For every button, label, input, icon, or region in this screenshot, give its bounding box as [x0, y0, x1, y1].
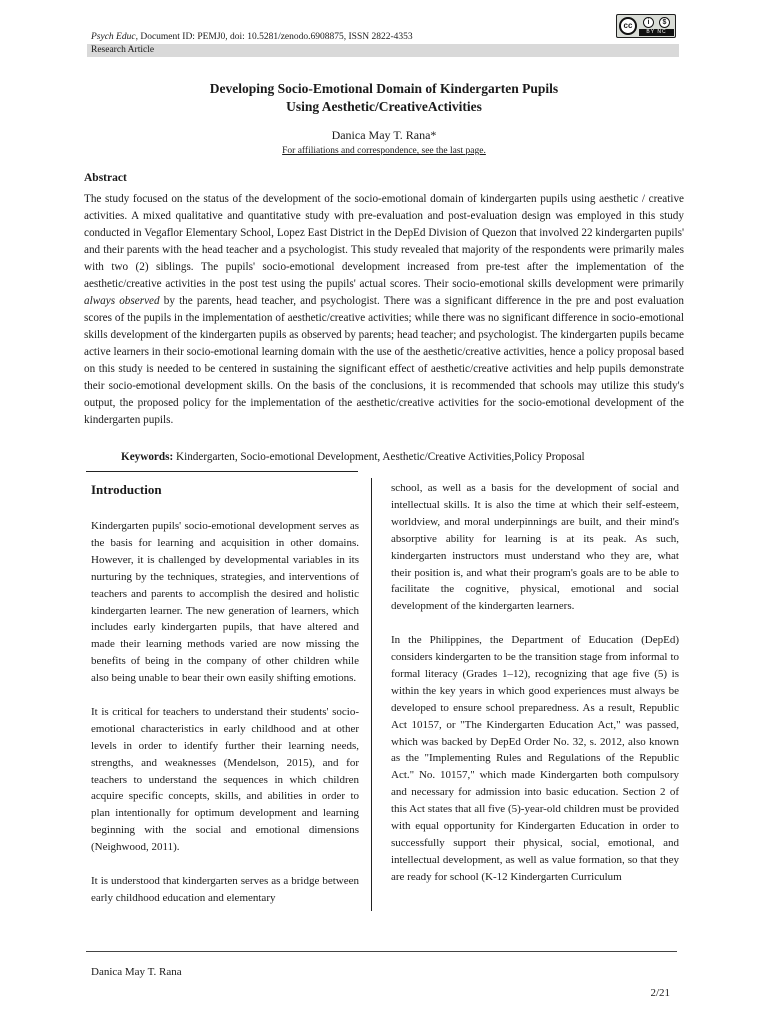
abstract-text-1: The study focused on the status of the development of the socio-emotional domain of kindergarten pupils using aesthetic / creative activities. A mixed qualitative and quantitative study with pre-evaluation and post-evaluation design was employed in this study conducted in Vegaflor Elementary School, Lopez East District in the DepEd Division of Quezon that involved 22 kindergarten pupils' and their parents with the head teacher and a psychologist. This study revealed that majority of the respondents were primarily males with two (2) siblings. The pupils' socio-emotional development increased from pre-test after the implementation of the aesthetic/creative activities in the post test using the pupils' actual scores. Their socio-emotional skills development were primarily — [84, 193, 684, 290]
intro-paragraph-3: It is understood that kindergarten serves as a bridge between early childhood education and elementary — [91, 875, 359, 904]
cc-license-badge[interactable] — [616, 14, 676, 38]
article-type-bar — [87, 44, 679, 57]
cc-icon: cc — [619, 17, 637, 35]
footer-author: Danica May T. Rana — [91, 966, 182, 978]
intro-paragraph-5: In the Philippines, the Department of Education (DepEd) considers kindergarten to be the transition stage from informal to formal literacy (Grades 1–12), recognizing that age five (5) is within the key years in which good experiences must always be developed to ensure school preparedness. As a result, Republic Act 10157, or "The Kindergarten Education Act," was passed, which was backed by DepEd Order No. 32, s. 2012, also known as the "Implementing Rules and Regulations of the Republic Act." No. 10157," which made Kindergarten both compulsory and necessary for admission into basic education. Section 2 of this Act states that all five (5)-year-old children must be provided with equal opportunity for Kindergarten Education in order to successfully support their physical, social, emotional, and intellectual development, as well as value formation, so that they are ready for school (K-12 Kindergarten Curriculum — [391, 634, 679, 883]
affiliation-link[interactable]: For affiliations and correspondence, see the last page. — [282, 146, 486, 156]
journal-name: Psych Educ — [91, 32, 136, 42]
keywords — [121, 450, 585, 465]
footer-divider — [86, 951, 677, 952]
keywords-text: Kindergarten, Socio-emotional Development, Aesthetic/Creative Activities,Policy Proposal — [173, 451, 585, 463]
journal-header — [91, 31, 651, 43]
intro-paragraph-2: It is critical for teachers to understand their students' socio-emotional characteristics in early childhood and at other levels in order to identify further their learning needs, strengths, and weaknesses (Mendelson, 2015), and for teachers to understand the sequences in which children acquire specific concepts, skills, and abilities in order to plan intentionally for optimum development and learning beginning with the social and emotional dimensions (Neighwood, 2011). — [91, 705, 359, 854]
left-column — [91, 518, 359, 924]
noncommercial-icon: $ — [659, 17, 670, 28]
paper-title — [84, 80, 684, 116]
keywords-label: Keywords: — [121, 451, 174, 463]
intro-paragraph-1: Kindergarten pupils' socio-emotional development serves as the basis for learning and acquisition in other domains. However, it is challenged by developmental variables in its nurturing by the techniques, strategies, and interventions of teachers and parents to accomplish the desired and holistic kindergarten learner. The new generation of learners, which includes early kindergarten pupils, that have altered and made their learning methods varied are now missing the benefits of being in the company of other children while also being unable to bear their own easily shifting emotions. — [91, 520, 359, 685]
title-line-1: Developing Socio-Emotional Domain of Kindergarten Pupils — [209, 81, 559, 96]
right-column — [391, 480, 679, 903]
abstract-heading: Abstract — [84, 172, 127, 184]
abstract-emphasis: always observed — [84, 295, 160, 307]
intro-paragraph-4: school, as well as a basis for the development of social and intellectual skills. It is also the time at which their self-esteem, worldview, and moral underpinnings are built, and their mind's absorptive ability for learning is at its peak. As such, kindergarten instructors must understand who they are, what their position is, and what their program's goals are to be able to facilitate the cognitive, physical, emotional and social development of the kindergarten learners. — [391, 482, 679, 613]
affiliation-note[interactable] — [84, 145, 684, 157]
attribution-icon: i — [643, 17, 654, 28]
license-bar: BY NC — [639, 29, 674, 36]
page-number: 2/21 — [650, 987, 670, 999]
journal-meta: , Document ID: PEMJ0, doi: 10.5281/zenodo.6908875, ISSN 2822-4353 — [135, 32, 413, 42]
introduction-heading: Introduction — [91, 482, 162, 497]
column-divider — [371, 478, 372, 911]
abstract-body — [84, 191, 684, 429]
author-name: Danica May T. Rana* — [331, 128, 437, 142]
abstract-text-2: by the parents, head teacher, and psychologist. There was a significant difference in the pre and post evaluation scores of the pupils in the implementation of aesthetic/creative activities; while there was no significant difference in socio-emotional skills development of the kindergarten pupils as observed by parents; head teacher; and psychologist. The kindergarten pupils became active learners in their socio-emotional learning domain with the use of the aesthetic/creative activities, hence a policy proposal based on this study is needed to be centered in sustaining the significant effect of aesthetic/creative activities and help pupils demonstrate their socio-emotional development skills. On the basis of the conclusions, it is recommended that schools may utilize this study's output, the proposed policy for the implementation of the aesthetic/creative activities for the socio-emotional development of the kindergarten pupils. — [84, 295, 684, 426]
title-line-2: Using Aesthetic/CreativeActivities — [286, 99, 482, 114]
section-divider — [86, 471, 358, 472]
article-type: Research Article — [91, 45, 155, 55]
